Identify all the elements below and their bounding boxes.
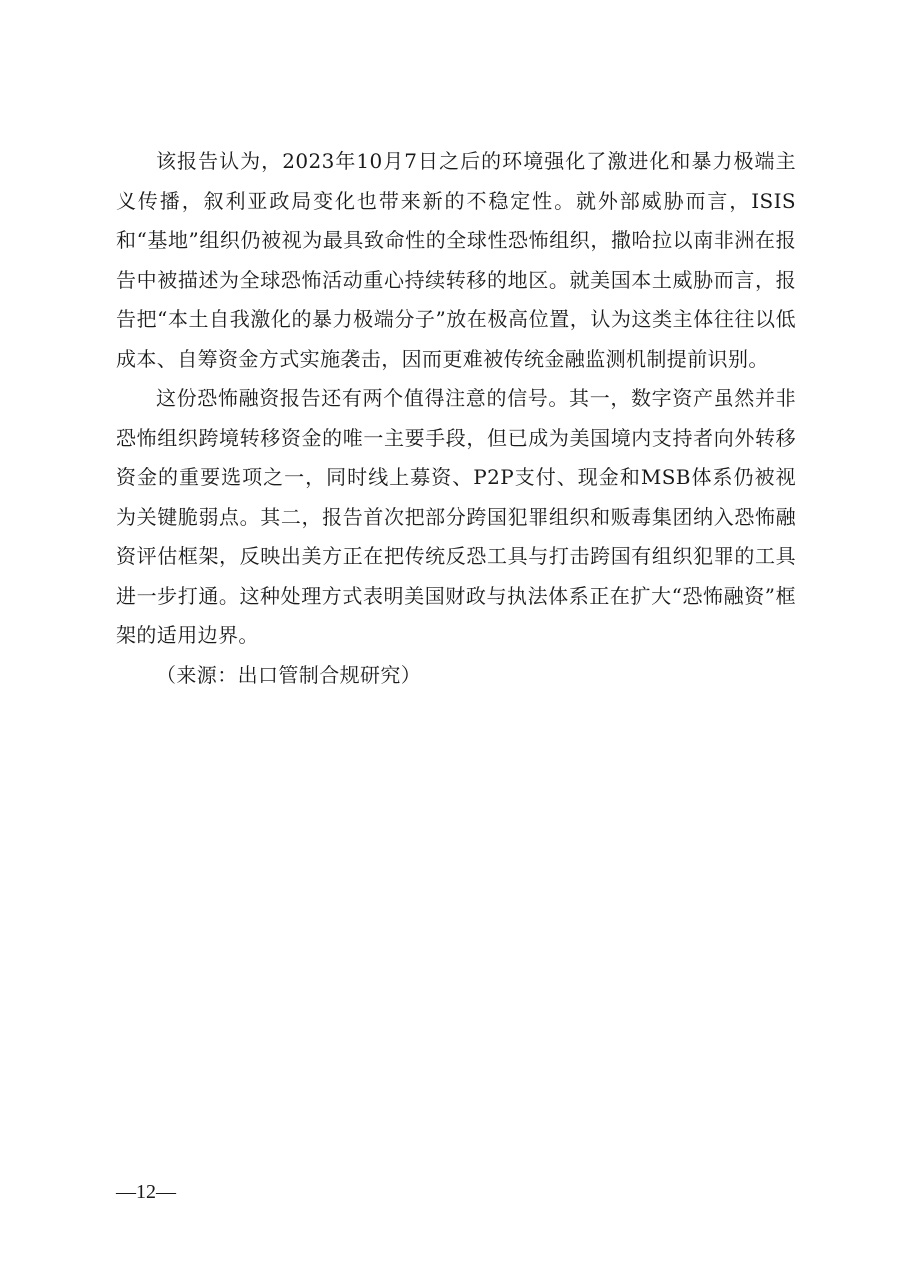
page-number: —12— [116, 1181, 176, 1203]
document-body [116, 142, 796, 695]
source-note: （来源：出口管制合规研究） [156, 662, 422, 687]
paragraph: 该报告认为，2023年10月7日之后的环境强化了激进化和暴力极端主义传播，叙利亚政局变化也带来新的不稳定性。就外部威胁而言，ISIS和“基地”组织仍被视为最具致命性的全球性恐怖组织，撒哈拉以南非洲在报告中被描述为全球恐怖活动重心持续转移的地区。就美国本土威胁而言，报告把“本土自我激化的暴力极端分子”放在极高位置，认为这类主体往往以低成本、自筹资金方式实施袭击，因而更难被传统金融监测机制提前识别。 [116, 149, 796, 371]
paragraph: 这份恐怖融资报告还有两个值得注意的信号。其一，数字资产虽然并非恐怖组织跨境转移资金的唯一主要手段，但已成为美国境内支持者向外转移资金的重要选项之一，同时线上募资、P2P支付、现金和MSB体系仍被视为关键脆弱点。其二，报告首次把部分跨国犯罪组织和贩毒集团纳入恐怖融资评估框架，反映出美方正在把传统反恐工具与打击跨国有组织犯罪的工具进一步打通。这种处理方式表明美国财政与执法体系正在扩大“恐怖融资”框架的适用边界。 [116, 386, 796, 647]
